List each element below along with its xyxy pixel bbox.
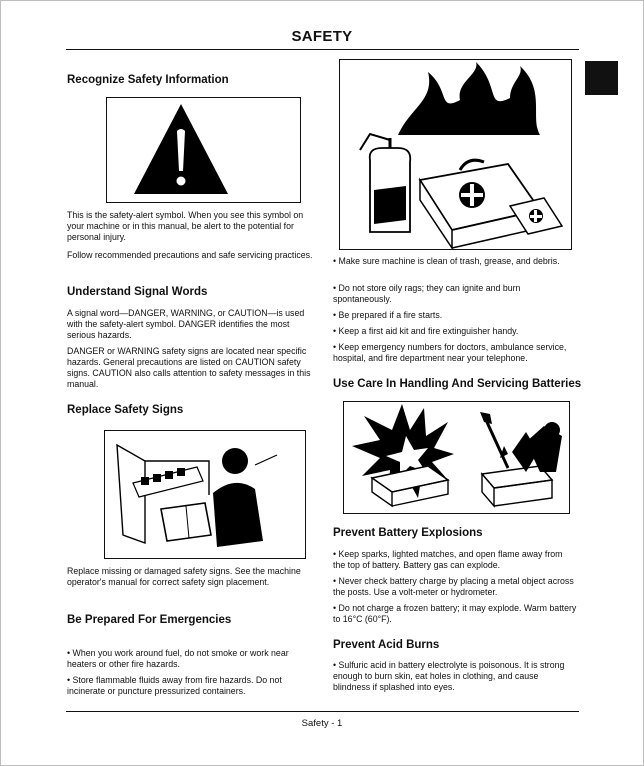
explosions-bullet-1: • Keep sparks, lighted matches, and open flame away from the top of battery. Battery gas can explode. <box>333 549 563 570</box>
heading-batteries: Use Care In Handling And Servicing Batteries <box>333 378 582 390</box>
safety-alert-image <box>106 97 301 203</box>
fire-bullet-5: • Keep emergency numbers for doctors, ambulance service, hospital, and fire department near your telephone. <box>333 342 567 363</box>
explosions-bullet-2: • Never check battery charge by placing a metal object across the posts. Use a volt-meter or hydrometer. <box>333 576 574 597</box>
safety-sign-image <box>104 430 306 559</box>
recognize-paragraph-1: This is the safety-alert symbol. When you see this symbol on your machine or in this manual, be alert to the potential for personal injury. <box>67 210 304 242</box>
heading-acid: Prevent Acid Burns <box>333 639 440 651</box>
section-tab <box>585 61 618 95</box>
fire-bullet-3: • Be prepared if a fire starts. <box>333 310 443 320</box>
battery-image <box>343 401 570 514</box>
fire-first-aid-image <box>339 59 572 250</box>
fire-bullet-1: • Make sure machine is clean of trash, grease, and debris. <box>333 256 560 266</box>
heading-emergencies: Be Prepared For Emergencies <box>67 614 232 626</box>
emergencies-bullet-1: • When you work around fuel, do not smoke or work near heaters or other fire hazards. <box>67 648 289 669</box>
explosions-bullet-3: • Do not charge a frozen battery; it may explode. Warm battery to 16°C (60°F). <box>333 603 577 624</box>
heading-signal-words: Understand Signal Words <box>67 286 208 298</box>
replace-paragraph: Replace missing or damaged safety signs. See the machine operator's manual for correct safety sign placement. <box>67 566 301 587</box>
heading-replace-signs: Replace Safety Signs <box>67 404 184 416</box>
title-rule <box>66 49 579 50</box>
emergencies-bullet-2: • Store flammable fluids away from fire hazards. Do not incinerate or puncture pressurized containers. <box>67 675 282 696</box>
fire-bullet-2: • Do not store oily rags; they can ignite and burn spontaneously. <box>333 283 521 304</box>
wrench-icon <box>486 420 508 468</box>
recognize-paragraph-2: Follow recommended precautions and safe servicing practices. <box>67 250 313 260</box>
acid-bullet-1: • Sulfuric acid in battery electrolyte is poisonous. It is strong enough to burn skin, eat holes in clothing, and cause blindness if splashed into eyes. <box>333 660 565 692</box>
page-title: SAFETY <box>291 28 353 45</box>
footer-rule <box>66 711 579 712</box>
signal-paragraph-2: DANGER or WARNING safety signs are located near specific hazards. General precautions are listed on CAUTION safety signs. CAUTION also calls attention to safety messages in this manual. <box>67 346 311 389</box>
fire-bullet-4: • Keep a first aid kit and fire extinguisher handy. <box>333 326 519 336</box>
heading-explosions: Prevent Battery Explosions <box>333 527 483 539</box>
page-footer: Safety - 1 <box>301 718 343 729</box>
person-icon <box>222 448 248 474</box>
heading-recognize: Recognize Safety Information <box>67 74 229 86</box>
signal-paragraph-1: A signal word—DANGER, WARNING, or CAUTION—is used with the safety-alert symbol. DANGER identifies the most serious hazards. <box>67 308 305 340</box>
flame-icon <box>398 62 540 135</box>
